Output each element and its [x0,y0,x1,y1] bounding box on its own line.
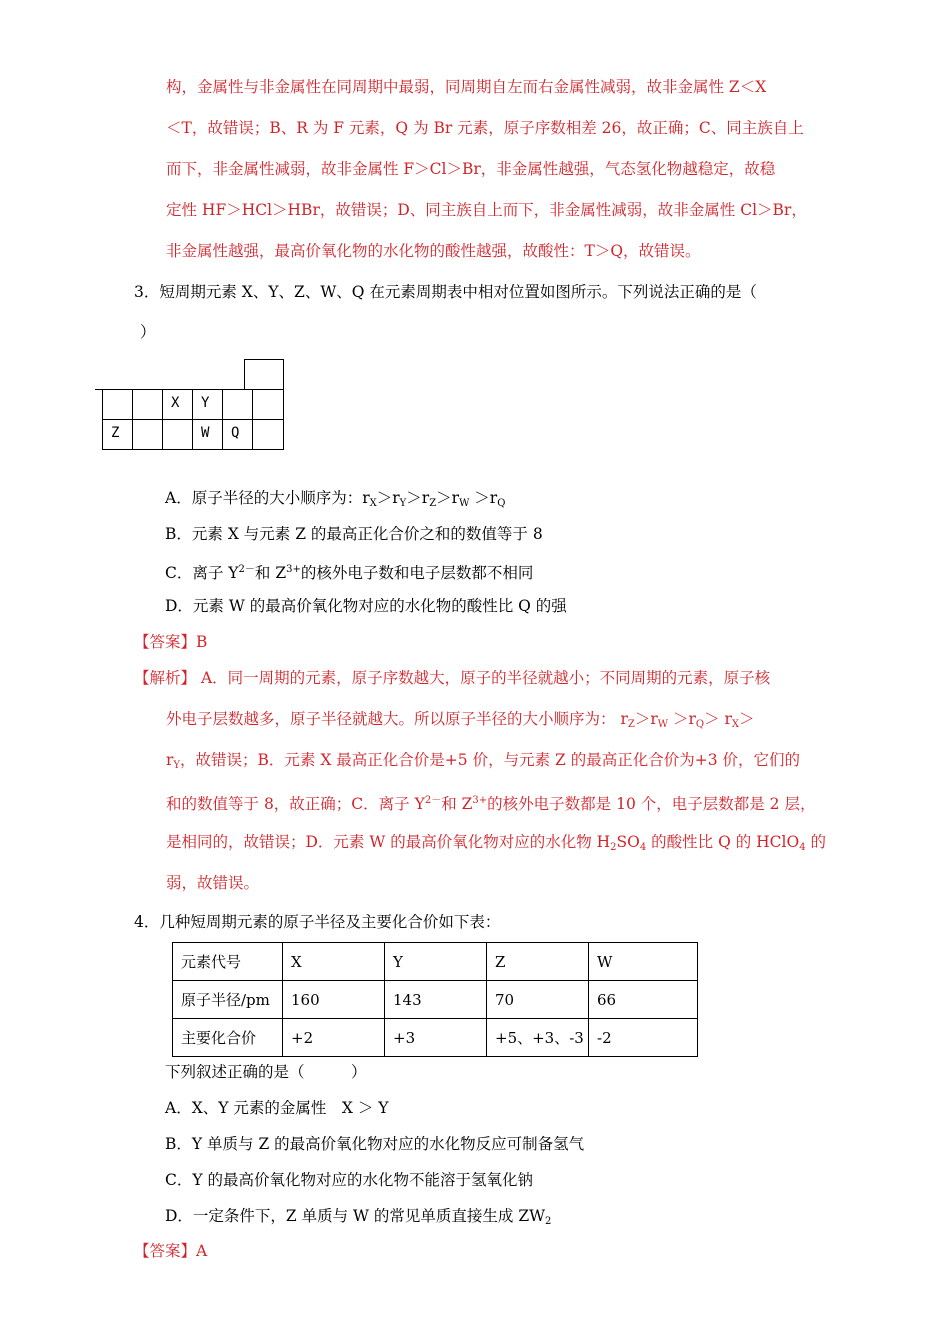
grid-cell-y [192,389,223,420]
q3-analysis-text-2: 外电子层数越多，原子半径就越大。所以原子半径的大小顺序为： [166,710,616,728]
table-cell: X [283,943,385,981]
q3-analysis-line-4: 和的数值等于 8，故正确；C．离子 $Y^{2-}$和 $Z^{3+}$的核外电子数都是 10 个，电子层数都是 2 层， [166,795,816,813]
grid-cell-w [192,419,223,450]
q3-analysis-line-1 [134,668,770,688]
table-cell: 原子半径/pm [173,981,283,1019]
table-cell: 元素代号 [173,943,283,981]
q3-option-c-text: C．离子 Y [165,564,239,582]
q3-analysis-line-2: 外电子层数越多，原子半径就越大。所以原子半径的大小顺序为： $r_Z>r_W >r_Q> r_X>$ [166,710,755,730]
q3-stem-paren: ） [140,323,156,341]
grid-cell [132,419,163,450]
grid-cell-x [162,389,193,420]
table-cell: W [589,943,698,981]
table-cell: 主要化合价 [173,1019,283,1057]
table-cell: +3 [385,1019,487,1057]
table-cell: 143 [385,981,487,1019]
q3-analysis-line-3: $r_Y$，故错误；B．元素 X 最高正化合价是+5 价，与元素 Z 的最高正化合价为+3 价，它们的 [166,751,800,771]
grid-label-x: X [171,395,180,411]
q3-option-a-text: A．原子半径的大小顺序为： [165,489,363,507]
q4-option-d-sub: 2 [545,1216,552,1227]
prev-explanation-line-1: 构，金属性与非金属性在同周期中最弱，同周期自左而右金属性减弱，故非金属性 Z＜X [166,78,767,96]
q4-element-table [172,942,698,1057]
table-row [173,943,698,981]
table-cell: 160 [283,981,385,1019]
q4-option-c: C．Y 的最高价氧化物对应的水化物不能溶于氢氧化钠 [165,1171,534,1189]
q3-option-d: D．元素 W 的最高价氧化物对应的水化物的酸性比 Q 的强 [165,597,567,615]
table-cell: 66 [589,981,698,1019]
prev-explanation-line-2: ＜T，故错误；B、R 为 F 元素，Q 为 Br 元素，原子序数相差 26，故正确；C、同主族自上 [166,119,804,137]
prev-explanation-line-5: 非金属性越强，最高价氧化物的水化物的酸性越强，故酸性：T＞Q，故错误。 [166,242,701,260]
q4-option-a: A．X、Y 元素的金属性 X ＞ Y [165,1099,389,1117]
table-cell: -2 [589,1019,698,1057]
table-cell: Z [487,943,589,981]
table-cell: +2 [283,1019,385,1057]
grid-label-w: W [201,425,210,441]
grid-cell [222,389,253,420]
q3-analysis-line-5: 是相同的，故错误；D．元素 W 的最高价氧化物对应的水化物 $H_2SO_4$ 的酸性比 Q 的 HClO$_4$ 的 [166,833,827,853]
grid-cell [162,419,193,450]
q4-prompt: 下列叙述正确的是（ ） [165,1063,367,1081]
table-row [173,1019,698,1057]
q3-answer-value: B [196,633,208,651]
q3-answer [134,632,207,652]
grid-cell-q [222,419,253,450]
q4-answer-value: A [196,1242,208,1260]
table-row [173,981,698,1019]
grid-cell-top [244,359,284,390]
q3-option-c-mid: 和 Z [254,564,287,582]
table-cell: +5、+3、-3 [487,1019,589,1057]
grid-cell [252,389,284,420]
q3-option-c: C．离子 $Y^{2-}$和 $Z^{3+}$的核外电子数和电子层数都不相同 [165,564,534,582]
q3-analysis-line-6: 弱，故错误。 [166,874,260,892]
q4-option-b: B．Y 单质与 Z 的最高价氧化物对应的水化物反应可制备氢气 [165,1135,585,1153]
grid-label-z: Z [111,425,120,441]
grid-cell [252,419,284,450]
grid-label-q: Q [231,425,240,441]
prev-explanation-line-3: 而下，非金属性减弱，故非金属性 F＞Cl＞Br，非金属性越强，气态氢化物越稳定，故稳 [166,160,776,178]
q3-analysis-text-4: 的数值等于 8，故正确；C．离子 Y [181,795,425,813]
q4-answer-label: 【答案】 [134,1242,197,1260]
q3-option-b: B．元素 X 与元素 Z 的最高正化合价之和的数值等于 8 [165,525,543,543]
q3-analysis-text-5: 是相同的，故错误；D．元素 W 的最高价氧化物对应的水化物 H [166,833,611,851]
q3-answer-label: 【答案】 [134,633,197,651]
q3-analysis-text-1: A．同一周期的元素，原子序数越大，原子的半径就越小；不同周期的元素，原子核 [200,669,771,687]
prev-explanation-line-4: 定性 HF＞HCl＞HBr，故错误；D、同主族自上而下，非金属性减弱，故非金属性 Cl＞Br， [166,201,807,219]
q4-option-d [165,1206,551,1232]
q3-stem: 3．短周期元素 X、Y、Z、W、Q 在元素周期表中相对位置如图所示。下列说法正确的是（ [134,283,757,301]
q4-stem: 4．几种短周期元素的原子半径及主要化合价如下表： [134,913,501,931]
grid-cell-z [102,419,133,450]
q3-analysis-label: 【解析】 [134,669,197,687]
grid-label-y: Y [201,395,210,411]
table-cell: Y [385,943,487,981]
table-cell: 70 [487,981,589,1019]
grid-cell [102,389,133,420]
grid-cell [132,389,163,420]
q3-option-c-suffix: 的核外电子数和电子层数都不相同 [300,564,534,582]
q3-option-a: A．原子半径的大小顺序为：$r_X>r_Y>r_Z>r_W >r_Q$ [165,489,506,509]
q4-answer [134,1241,207,1261]
q4-option-d-text: D．一定条件下，Z 单质与 W 的常见单质直接生成 ZW [165,1207,546,1225]
